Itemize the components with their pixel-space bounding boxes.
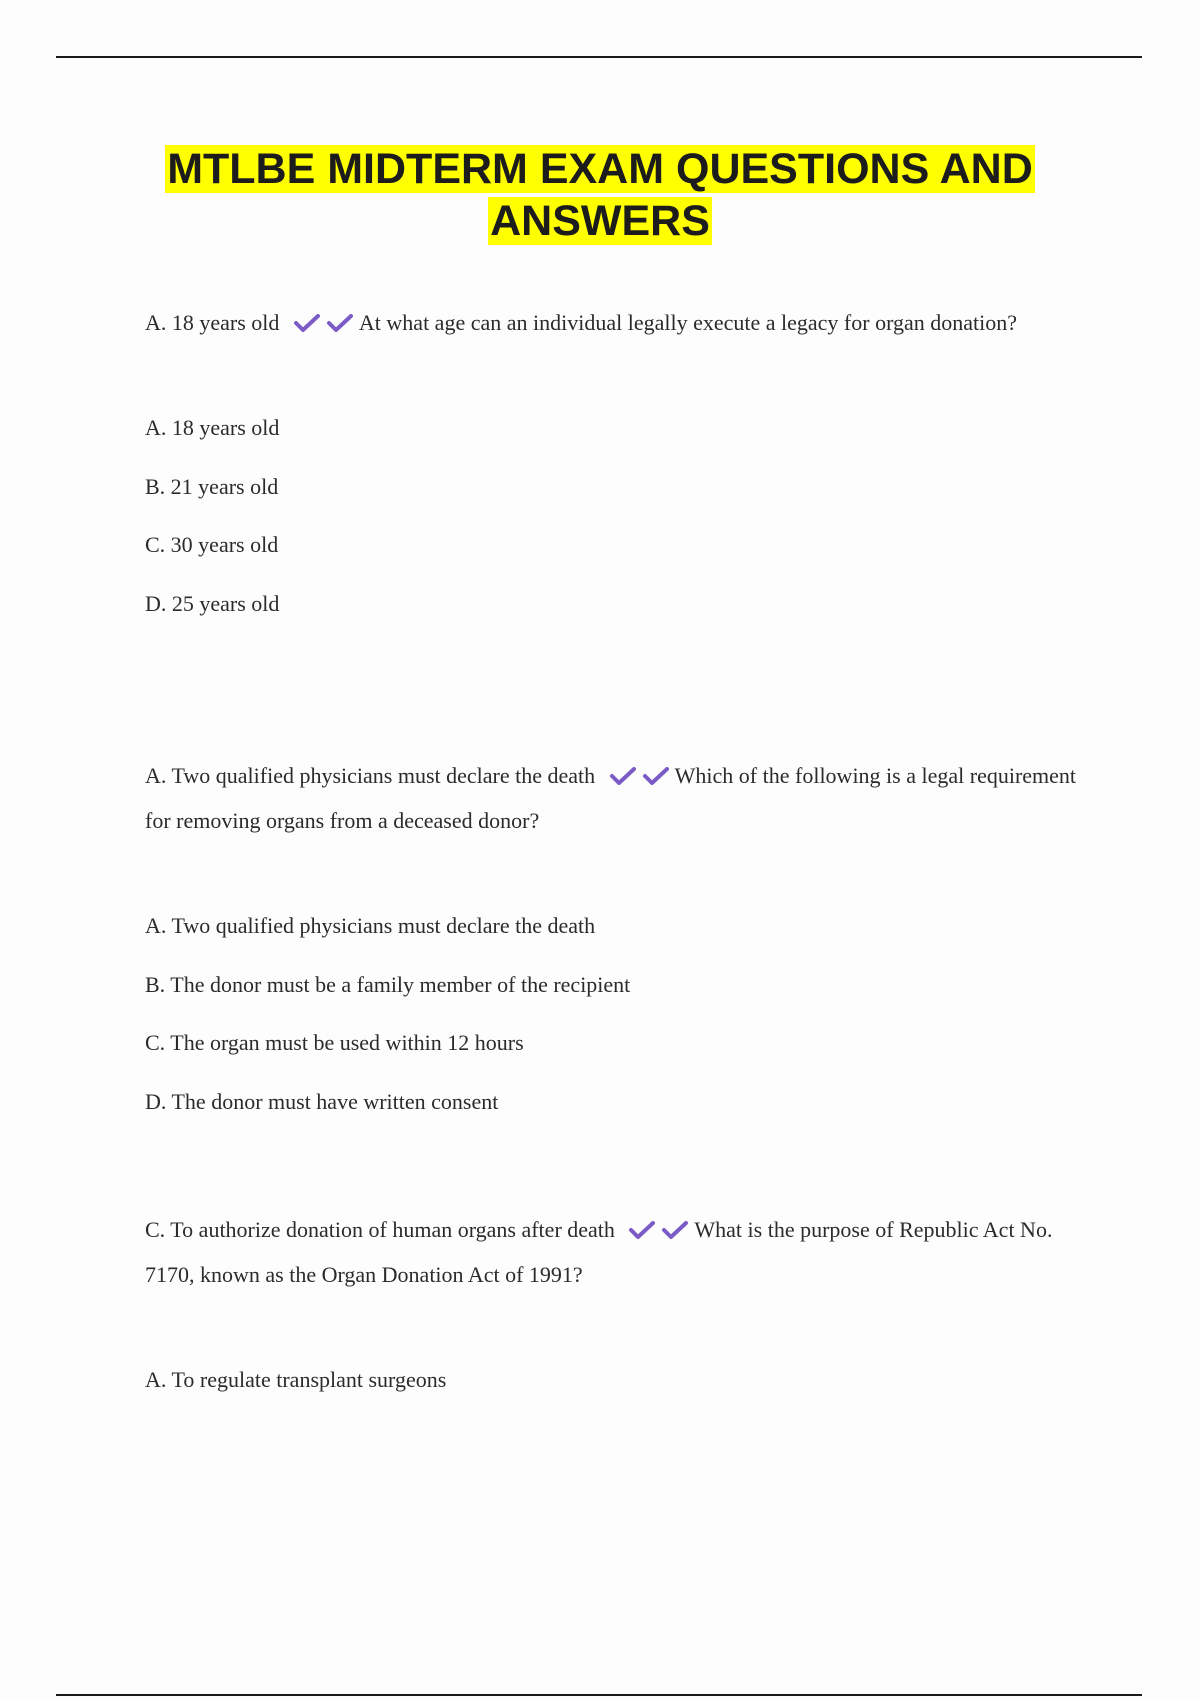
option-item: B. The donor must be a family member of the recipient: [145, 971, 631, 997]
options-list: [145, 1366, 1095, 1425]
check-icon: [661, 1219, 689, 1241]
answer-text: A. Two qualified physicians must declare the death: [145, 763, 596, 788]
option-item: B. 21 years old: [145, 473, 279, 499]
title-line-2: ANSWERS: [490, 197, 710, 245]
check-icon: [326, 312, 354, 334]
check-icon: [642, 765, 670, 787]
bottom-rule: [56, 1694, 1142, 1696]
option-item: C. The organ must be used within 12 hours: [145, 1030, 524, 1055]
question-text: What is the purpose of Republic Act No. 7170, known as the Organ Donation Act of 1991?: [145, 1217, 1053, 1287]
check-icon: [293, 312, 321, 334]
option-item: D. 25 years old: [145, 590, 280, 616]
question-text: Which of the following is a legal requirement for removing organs from a deceased donor?: [145, 763, 1077, 833]
page-title: [0, 143, 1200, 247]
answer-text: A. 18 years old: [145, 310, 280, 335]
option-item: A. Two qualified physicians must declare the death: [145, 913, 596, 938]
check-icon: [628, 1219, 656, 1241]
option-item: D. The donor must have written consent: [145, 1088, 499, 1114]
option-item: C. 30 years old: [145, 532, 279, 557]
options-list: [145, 912, 1095, 1146]
question-line: [145, 753, 1095, 843]
question-block-3: [145, 1207, 1095, 1425]
check-icon: [609, 765, 637, 787]
question-text: At what age can an individual legally execute a legacy for organ donation?: [358, 310, 1018, 335]
question-block-1: [145, 300, 1095, 648]
question-block-2: [145, 753, 1095, 1146]
option-item: A. 18 years old: [145, 415, 280, 440]
option-item: A. To regulate transplant surgeons: [145, 1367, 447, 1392]
answer-text: C. To authorize donation of human organs after death: [145, 1217, 615, 1242]
question-line: [145, 300, 1095, 345]
options-list: [145, 414, 1095, 648]
top-rule: [56, 56, 1142, 58]
title-line-1: MTLBE MIDTERM EXAM QUESTIONS AND: [167, 145, 1033, 193]
question-line: [145, 1207, 1095, 1297]
